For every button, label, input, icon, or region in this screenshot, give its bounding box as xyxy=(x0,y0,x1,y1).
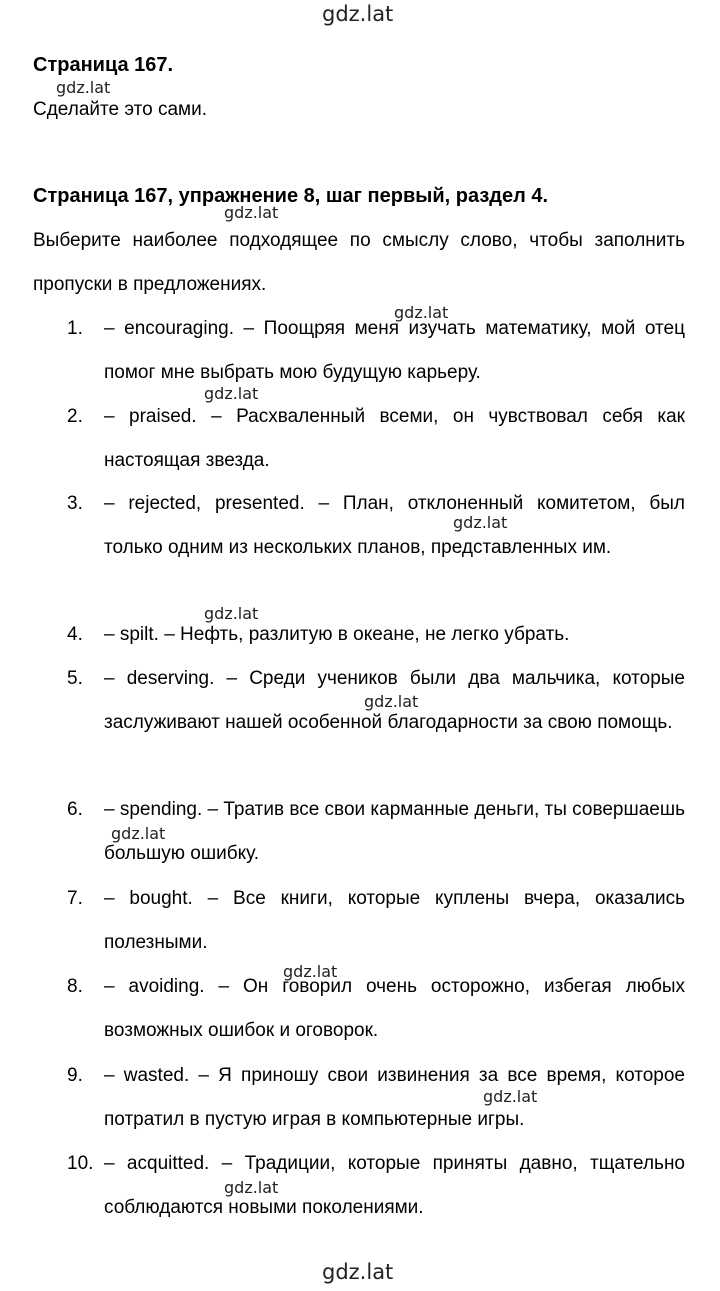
answer-item-4 xyxy=(67,613,685,657)
watermark: gdz.lat xyxy=(283,962,338,981)
answer-item-2 xyxy=(67,395,685,483)
item-number: 9. xyxy=(67,1065,83,1086)
item-text: – acquitted. – Традиции, которые приняты давно, тщательно соблюдаются новыми поколениями. xyxy=(104,1153,685,1218)
watermark: gdz.lat xyxy=(394,303,449,322)
watermark: gdz.lat xyxy=(204,384,259,403)
item-text: – spending. – Тратив все свои карманные деньги, ты совершаешь большую ошибку. xyxy=(104,799,685,864)
item-text: – avoiding. – Он говорил очень осторожно, избегая любых возможных ошибок и оговорок. xyxy=(104,976,685,1041)
item-number: 1. xyxy=(67,318,83,339)
watermark: gdz.lat xyxy=(483,1087,538,1106)
watermark: gdz.lat xyxy=(453,513,508,532)
item-number: 4. xyxy=(67,624,83,645)
watermark: gdz.lat xyxy=(224,1178,279,1197)
item-number: 7. xyxy=(67,888,83,909)
item-text: – wasted. – Я приношу свои извинения за все время, которое потратил в пустую играя в компьютерные игры. xyxy=(104,1065,685,1130)
item-text: – praised. – Расхваленный всеми, он чувствовал себя как настоящая звезда. xyxy=(104,406,685,471)
answer-item-5 xyxy=(67,657,685,745)
watermark: gdz.lat xyxy=(224,203,279,222)
watermark-bottom: gdz.lat xyxy=(322,1260,394,1284)
answer-item-6 xyxy=(67,788,685,876)
exercise-heading: Страница 167, упражнение 8, шаг первый, раздел 4. xyxy=(33,185,549,207)
item-text: – rejected, presented. – План, отклоненный комитетом, был только одним из нескольких планов, представленных им. xyxy=(104,493,685,558)
item-number: 6. xyxy=(67,799,83,820)
item-number: 10. xyxy=(67,1153,94,1174)
exercise-instructions: Выберите наиболее подходящее по смыслу слово, чтобы заполнить пропуски в предложениях. xyxy=(33,230,685,295)
watermark: gdz.lat xyxy=(56,78,111,97)
item-text: – encouraging. – Поощряя меня изучать математику, мой отец помог мне выбрать мою будущую карьеру. xyxy=(104,318,685,383)
item-text: – deserving. – Среди учеников были два мальчика, которые заслуживают нашей особенной благодарности за свою помощь. xyxy=(104,668,685,733)
page-heading: Страница 167. xyxy=(33,54,174,76)
watermark-top: gdz.lat xyxy=(322,2,394,26)
answer-item-7 xyxy=(67,877,685,965)
item-number: 2. xyxy=(67,406,83,427)
answer-item-9 xyxy=(67,1054,685,1142)
watermark: gdz.lat xyxy=(204,604,259,623)
answer-item-3 xyxy=(67,482,685,570)
item-text: – spilt. – Нефть, разлитую в океане, не легко убрать. xyxy=(104,624,570,645)
watermark: gdz.lat xyxy=(364,692,419,711)
answer-item-10 xyxy=(67,1142,685,1230)
item-number: 5. xyxy=(67,668,83,689)
watermark: gdz.lat xyxy=(111,824,166,843)
answer-item-1 xyxy=(67,303,685,395)
self-note: Сделайте это сами. xyxy=(33,99,207,120)
item-text: – bought. – Все книги, которые куплены вчера, оказались полезными. xyxy=(104,888,685,953)
item-number: 8. xyxy=(67,976,83,997)
answer-item-8 xyxy=(67,962,685,1053)
item-number: 3. xyxy=(67,493,83,514)
